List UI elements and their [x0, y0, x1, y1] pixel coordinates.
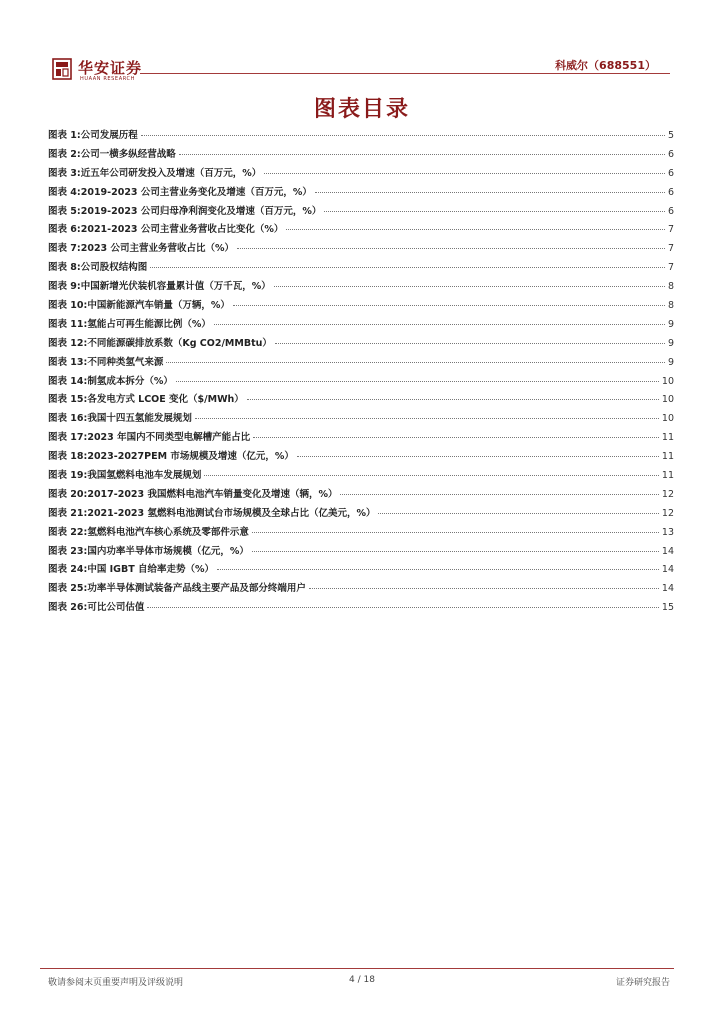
toc-entry[interactable]: [48, 203, 674, 222]
toc-entry-title: 功率半导体测试装备产品线主要产品及部分终端用户: [87, 583, 306, 595]
toc-entry-page: 11: [661, 432, 674, 444]
toc-entry[interactable]: [48, 429, 674, 448]
toc-entry-title: 中国新增光伏装机容量累计值（万千瓦，%）: [80, 281, 271, 293]
toc-entry[interactable]: [48, 410, 674, 429]
toc-leader-dots: [252, 551, 659, 552]
toc-entry-label: 图表 25:: [48, 583, 88, 595]
toc-leader-dots: [214, 324, 665, 325]
toc-entry-page: 10: [661, 375, 674, 387]
toc-entry-title: 国内功率半导体市场规模（亿元，%）: [87, 545, 249, 557]
toc-entry-title: 2023-2027PEM 市场规模及增速（亿元，%）: [87, 451, 294, 463]
toc-leader-dots: [150, 267, 665, 268]
toc-entry[interactable]: [48, 297, 674, 316]
toc-entry-label: 图表 24:: [48, 564, 88, 576]
toc-entry[interactable]: [48, 524, 674, 543]
page-title: 图表目录: [313, 97, 410, 122]
toc-entry-page: 14: [661, 583, 674, 595]
toc-leader-dots: [179, 154, 665, 155]
toc-entry[interactable]: [48, 316, 674, 335]
toc-entry[interactable]: [48, 146, 674, 165]
toc-entry-label: 图表 6:: [48, 224, 81, 236]
toc-leader-dots: [253, 437, 659, 438]
toc-entry-title: 各发电方式 LCOE 变化（$/MWh）: [87, 394, 244, 406]
toc-entry-title: 制氢成本拆分（%）: [87, 375, 173, 387]
toc-entry-label: 图表 17:: [48, 432, 88, 444]
toc-leader-dots: [264, 173, 665, 174]
footer-divider: [40, 968, 674, 969]
toc-entry-label: 图表 2:: [48, 148, 81, 160]
toc-leader-dots: [247, 399, 659, 400]
toc-entry-title: 近五年公司研发投入及增速（百万元，%）: [80, 167, 262, 179]
toc-entry-label: 图表 13:: [48, 356, 88, 368]
toc-leader-dots: [176, 381, 659, 382]
toc-leader-dots: [275, 343, 665, 344]
toc-entry-label: 图表 18:: [48, 451, 88, 463]
toc-entry-page: 11: [661, 451, 674, 463]
toc-entry-label: 图表 4:: [48, 186, 81, 198]
toc-leader-dots: [204, 475, 659, 476]
toc-entry-title: 不同种类氢气来源: [87, 356, 164, 368]
toc-entry[interactable]: [48, 165, 674, 184]
toc-entry-title: 氢燃料电池汽车核心系统及零部件示意: [87, 526, 249, 538]
toc-entry-page: 9: [667, 337, 674, 349]
toc-entry[interactable]: [48, 259, 674, 278]
toc-entry-title: 公司发展历程: [80, 130, 138, 141]
toc-entry-title: 中国新能源汽车销量（万辆，%）: [87, 300, 230, 312]
toc-entry-label: 图表 7:: [48, 243, 81, 255]
toc-leader-dots: [324, 211, 665, 212]
toc-entry-label: 图表 3:: [48, 167, 81, 179]
toc-entry[interactable]: [48, 391, 674, 410]
toc-entry-title: 我国十四五氢能发展规划: [87, 413, 192, 425]
toc-entry-title: 公司股权结构图: [80, 262, 148, 274]
toc-entry[interactable]: [48, 448, 674, 467]
footer-disclaimer: 敬请参阅末页重要声明及评级说明: [48, 978, 184, 988]
toc-entry-label: 图表 23:: [48, 545, 88, 557]
logo-subtext: HUAAN RESEARCH: [80, 76, 135, 82]
toc-leader-dots: [237, 248, 665, 249]
toc-entry[interactable]: [48, 354, 674, 373]
toc-entry-page: 13: [661, 526, 674, 538]
toc-entry-page: 15: [661, 602, 674, 614]
toc-entry-title: 2021-2023 氢燃料电池测试台市场规模及全球占比（亿美元，%）: [87, 507, 376, 519]
toc-entry-page: 6: [667, 186, 674, 198]
toc-entry-page: 5: [667, 130, 674, 141]
toc-entry-page: 6: [667, 148, 674, 160]
toc-entry-title: 2021-2023 公司主营业务营收占比变化（%）: [80, 224, 284, 236]
toc-entry-page: 9: [667, 356, 674, 368]
toc-leader-dots: [378, 513, 658, 514]
toc-entry[interactable]: [48, 543, 674, 562]
toc-entry-label: 图表 14:: [48, 375, 88, 387]
toc-entry-page: 8: [667, 300, 674, 312]
toc-entry-title: 可比公司估值: [87, 602, 145, 614]
toc-entry-title: 2023 年国内不同类型电解槽产能占比: [87, 432, 251, 444]
toc-entry-label: 图表 1:: [48, 130, 81, 141]
toc-entry-page: 7: [667, 243, 674, 255]
toc-entry-page: 7: [667, 262, 674, 274]
toc-entry-label: 图表 21:: [48, 507, 88, 519]
toc-entry-title: 我国氢燃料电池车发展规划: [87, 470, 202, 482]
toc-entry[interactable]: [48, 467, 674, 486]
toc-entry[interactable]: [48, 580, 674, 599]
toc-leader-dots: [309, 588, 659, 589]
toc-leader-dots: [274, 286, 665, 287]
toc-leader-dots: [297, 456, 659, 457]
toc-leader-dots: [147, 607, 659, 608]
toc-entry-page: 6: [667, 205, 674, 217]
toc-entry-label: 图表 19:: [48, 470, 88, 482]
toc-leader-dots: [252, 532, 659, 533]
toc-entry-label: 图表 20:: [48, 488, 88, 500]
toc-entry-title: 氢能占可再生能源比例（%）: [87, 318, 211, 330]
toc-leader-dots: [217, 569, 659, 570]
toc-entry-title: 2019-2023 公司主营业务变化及增速（百万元，%）: [80, 186, 312, 198]
toc-entry-page: 9: [667, 318, 674, 330]
toc-entry[interactable]: [48, 373, 674, 392]
toc-entry[interactable]: [48, 335, 674, 354]
toc-entry-page: 12: [661, 507, 674, 519]
toc-entry[interactable]: [48, 599, 674, 618]
toc-leader-dots: [166, 362, 665, 363]
table-of-figures: [48, 127, 674, 618]
toc-leader-dots: [141, 135, 665, 136]
toc-entry-page: 10: [661, 413, 674, 425]
toc-leader-dots: [233, 305, 665, 306]
toc-entry-title: 中国 IGBT 自给率走势（%）: [87, 564, 215, 576]
toc-leader-dots: [195, 418, 659, 419]
toc-entry-title: 2019-2023 公司归母净利润变化及增速（百万元，%）: [80, 205, 322, 217]
toc-entry-label: 图表 5:: [48, 205, 81, 217]
toc-entry-label: 图表 12:: [48, 337, 88, 349]
toc-entry-page: 14: [661, 564, 674, 576]
report-type: 证券研究报告: [615, 978, 670, 988]
company-name: 科威尔（688551）: [555, 59, 656, 72]
toc-entry-label: 图表 8:: [48, 262, 81, 274]
toc-entry-title: 2017-2023 我国燃料电池汽车销量变化及增速（辆，%）: [87, 488, 338, 500]
toc-entry[interactable]: [48, 240, 674, 259]
toc-entry-label: 图表 11:: [48, 318, 88, 330]
toc-entry-title: 2023 公司主营业务营收占比（%）: [80, 243, 234, 255]
toc-entry-page: 6: [667, 167, 674, 179]
toc-entry-page: 8: [667, 281, 674, 293]
toc-entry-label: 图表 16:: [48, 413, 88, 425]
toc-entry-page: 12: [661, 488, 674, 500]
page-number: 4 / 18: [349, 975, 375, 985]
page-header: [0, 0, 724, 90]
huaan-logo-icon: [52, 58, 72, 80]
toc-entry[interactable]: [48, 127, 674, 146]
toc-entry-label: 图表 9:: [48, 281, 81, 293]
toc-entry-title: 不同能源碳排放系数（Kg CO2/MMBtu）: [87, 337, 272, 349]
toc-entry-page: 7: [667, 224, 674, 236]
toc-leader-dots: [340, 494, 658, 495]
toc-entry[interactable]: [48, 505, 674, 524]
toc-entry[interactable]: [48, 486, 674, 505]
toc-entry[interactable]: [48, 221, 674, 240]
toc-entry-label: 图表 10:: [48, 300, 88, 312]
toc-entry-page: 10: [661, 394, 674, 406]
toc-entry[interactable]: [48, 184, 674, 203]
toc-entry-page: 11: [661, 470, 674, 482]
toc-entry[interactable]: [48, 561, 674, 580]
toc-entry-label: 图表 22:: [48, 526, 88, 538]
toc-entry-title: 公司一横多纵经营战略: [80, 148, 176, 160]
toc-entry-label: 图表 15:: [48, 394, 88, 406]
header-divider: [140, 73, 670, 74]
toc-leader-dots: [315, 192, 665, 193]
toc-entry-label: 图表 26:: [48, 602, 88, 614]
toc-leader-dots: [286, 229, 665, 230]
toc-entry-page: 14: [661, 545, 674, 557]
toc-entry[interactable]: [48, 278, 674, 297]
logo-text: 华安证券: [78, 59, 143, 77]
